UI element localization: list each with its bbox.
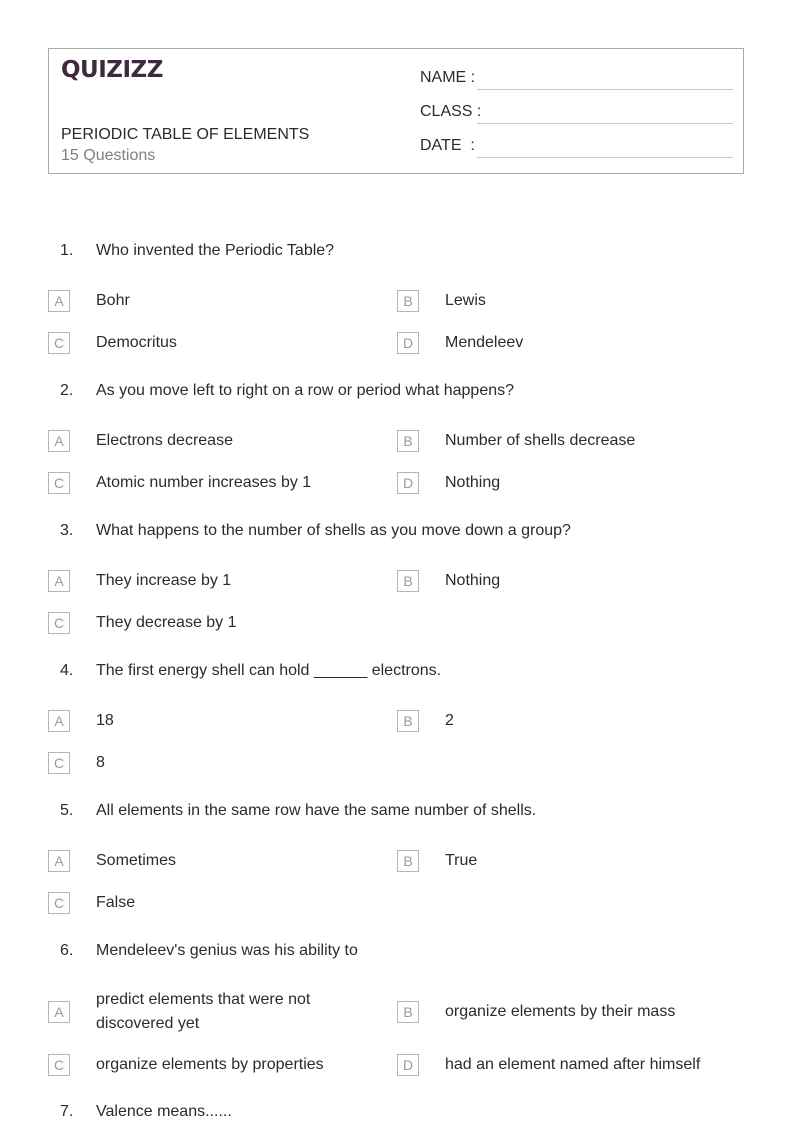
option-b-box[interactable]: B [397, 1001, 419, 1023]
option-a-text: 18 [96, 712, 114, 729]
question-number: 3. [60, 522, 74, 539]
class-label: CLASS : [420, 103, 482, 120]
question-text: All elements in the same row have the same number of shells. [96, 802, 537, 819]
option-a-text: Sometimes [96, 852, 177, 869]
question-text: What happens to the number of shells as you move down a group? [96, 522, 571, 539]
option-c-box[interactable]: C [48, 892, 70, 914]
option-b-box[interactable]: B [397, 850, 419, 872]
option-a-text: predict elements that were not discovered yet [96, 991, 311, 1032]
option-c-box[interactable]: C [48, 752, 70, 774]
option-a-text: They increase by 1 [96, 572, 232, 589]
option-b-text: Nothing [445, 572, 501, 589]
option-a-box[interactable]: A [48, 290, 70, 312]
option-b-text: True [445, 852, 478, 869]
worksheet-header [48, 48, 744, 174]
class-line [477, 123, 733, 124]
question-number: 2. [60, 382, 74, 399]
option-d-box[interactable]: D [397, 1054, 419, 1076]
question-text: Who invented the Periodic Table? [96, 242, 335, 259]
option-b-text: 2 [445, 712, 454, 729]
option-b-text: organize elements by their mass [445, 1003, 676, 1020]
option-a-box[interactable]: A [48, 570, 70, 592]
option-d-text: had an element named after himself [445, 1056, 701, 1073]
question-number: 6. [60, 942, 74, 959]
option-d-text: Mendeleev [445, 334, 524, 351]
option-c-box[interactable]: C [48, 612, 70, 634]
date-line [477, 157, 733, 158]
option-a-text: Electrons decrease [96, 432, 233, 449]
option-a-box[interactable]: A [48, 430, 70, 452]
question-count: 15 Questions [61, 147, 156, 164]
date-label: DATE : [420, 137, 475, 154]
question-number: 1. [60, 242, 74, 259]
option-c-text: Democritus [96, 334, 177, 351]
option-b-box[interactable]: B [397, 710, 419, 732]
option-c-text: They decrease by 1 [96, 614, 237, 631]
option-b-text: Lewis [445, 292, 486, 309]
worksheet-title: PERIODIC TABLE OF ELEMENTS [61, 126, 310, 143]
option-c-box[interactable]: C [48, 1054, 70, 1076]
option-d-box[interactable]: D [397, 332, 419, 354]
option-b-box[interactable]: B [397, 570, 419, 592]
question-text: The first energy shell can hold ______ electrons. [96, 662, 442, 679]
question-text: As you move left to right on a row or period what happens? [96, 382, 515, 399]
option-b-box[interactable]: B [397, 290, 419, 312]
question-number: 4. [60, 662, 74, 679]
question-text: Valence means...... [96, 1103, 232, 1120]
option-c-box[interactable]: C [48, 472, 70, 494]
question-number: 5. [60, 802, 74, 819]
option-c-box[interactable]: C [48, 332, 70, 354]
question-number: 7. [60, 1103, 74, 1120]
option-c-text: organize elements by properties [96, 1056, 324, 1073]
option-a-text: Bohr [96, 292, 130, 309]
option-b-text: Number of shells decrease [445, 432, 636, 449]
option-a-box[interactable]: A [48, 710, 70, 732]
name-line [477, 89, 733, 90]
option-a-box[interactable]: A [48, 1001, 70, 1023]
option-c-text: False [96, 894, 136, 911]
option-d-text: Nothing [445, 474, 501, 491]
option-d-box[interactable]: D [397, 472, 419, 494]
option-c-text: 8 [96, 754, 105, 771]
quizizz-logo: QUIZIZZ [61, 57, 163, 83]
option-a-box[interactable]: A [48, 850, 70, 872]
name-label: NAME : [420, 69, 476, 86]
question-text: Mendeleev's genius was his ability to [96, 942, 358, 959]
option-b-box[interactable]: B [397, 430, 419, 452]
option-c-text: Atomic number increases by 1 [96, 474, 312, 491]
